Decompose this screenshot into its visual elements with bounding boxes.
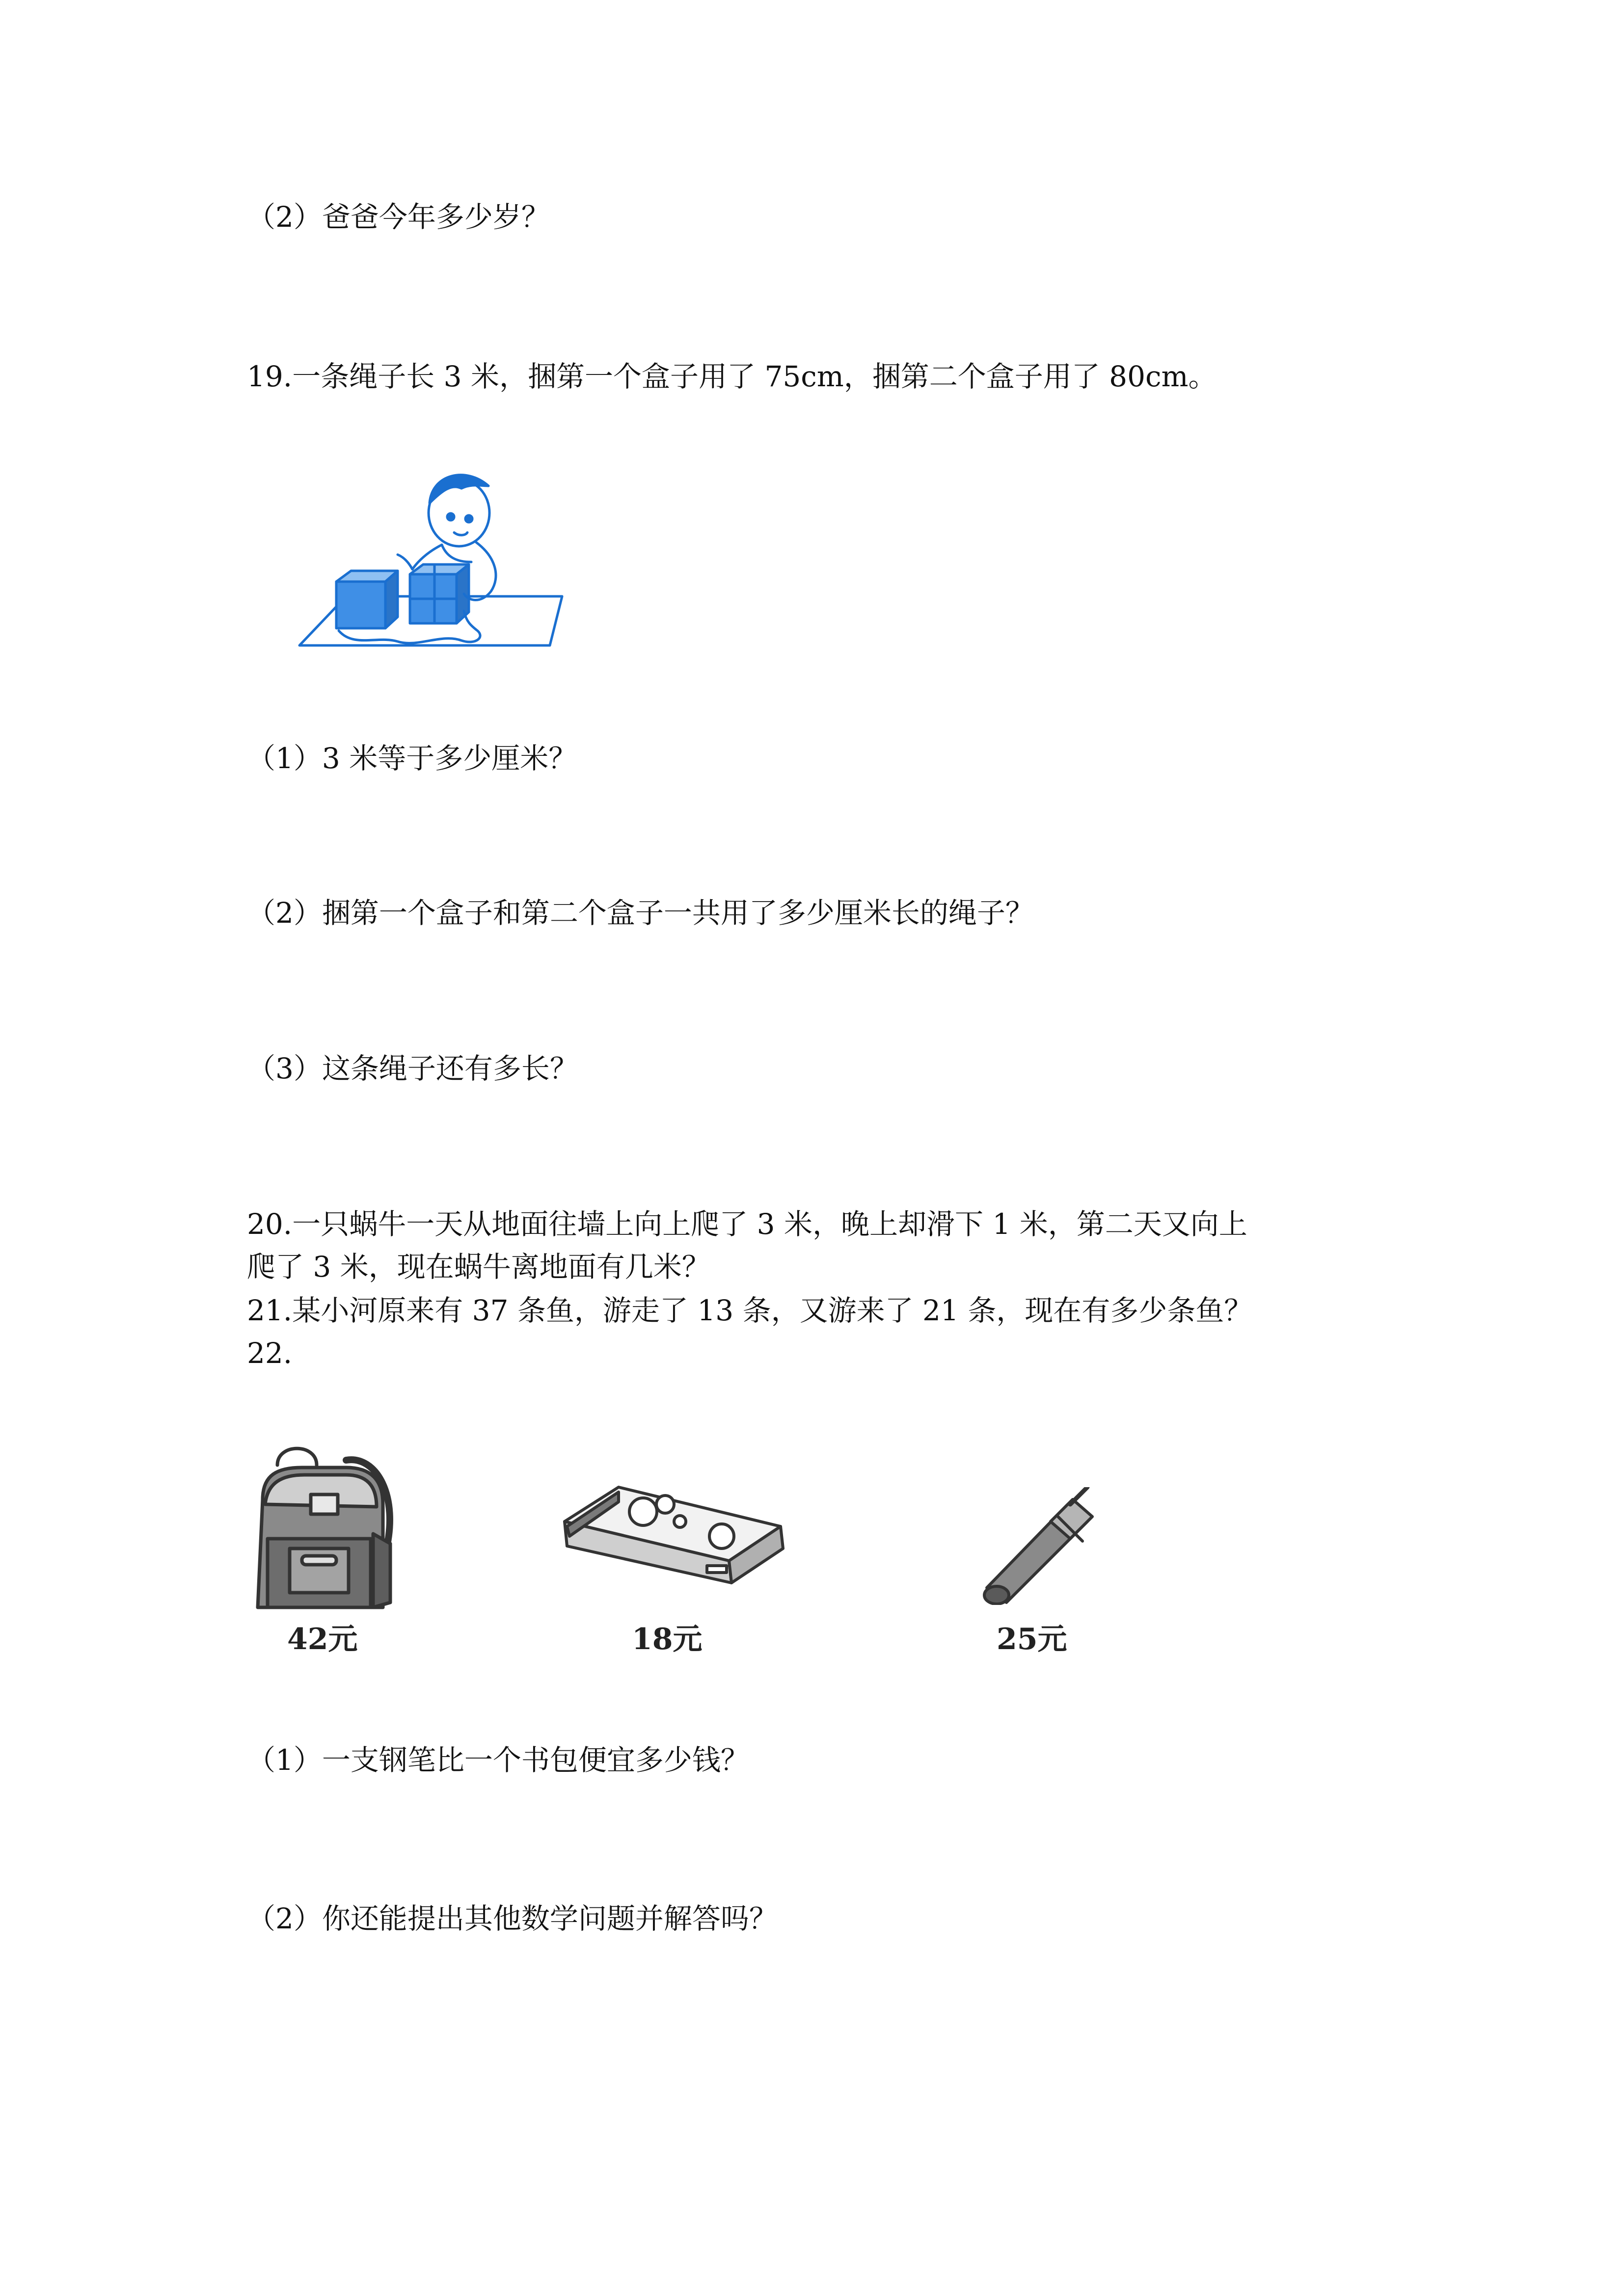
q19-stem: 19.一条绳子长 3 米，捆第一个盒子用了 75cm，捆第二个盒子用了 80cm。 (247, 360, 1217, 393)
boy-tying-boxes-illustration (295, 464, 584, 650)
pencil-box-price: 18元 (632, 1622, 703, 1656)
pen-price: 25元 (997, 1622, 1067, 1656)
backpack-icon (248, 1445, 405, 1617)
q20-line2: 爬了 3 米，现在蜗牛离地面有几米？ (247, 1250, 710, 1283)
q22-part2: （2）你还能提出其他数学问题并解答吗？ (247, 1902, 778, 1935)
backpack-price: 42元 (287, 1622, 358, 1656)
q21-text: 21.某小河原来有 37 条鱼，游走了 13 条，又游来了 21 条，现在有多少条鱼？ (247, 1294, 1253, 1327)
q22-part1: （1）一支钢笔比一个书包便宜多少钱？ (247, 1743, 749, 1777)
pencil-box-icon (560, 1482, 785, 1585)
q19-part2: （2）捆第一个盒子和第二个盒子一共用了多少厘米长的绳子？ (247, 896, 1034, 930)
q20-line1: 20.一只蜗牛一天从地面往墙上向上爬了 3 米，晚上却滑下 1 米，第二天又向上 (247, 1207, 1247, 1241)
q19-part1: （1）3 米等于多少厘米？ (247, 742, 577, 775)
q18-part2-text: （2）爸爸今年多少岁？ (247, 200, 550, 234)
q22-number: 22. (247, 1336, 293, 1370)
q19-part3: （3）这条绳子还有多长？ (247, 1052, 578, 1085)
pen-icon (977, 1487, 1100, 1605)
